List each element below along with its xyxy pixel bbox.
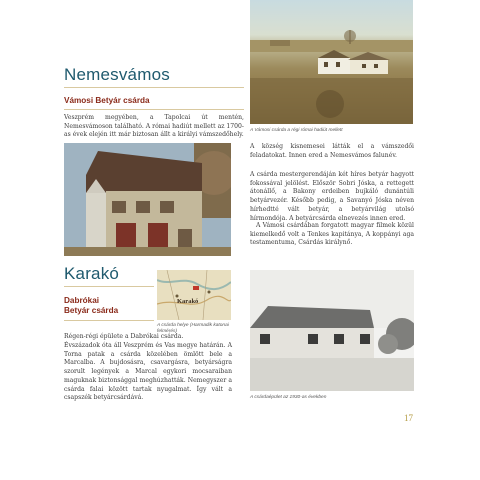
- subheading-dabrokai-betyar-csarda-line2: Betyár csárda: [64, 306, 119, 315]
- photo-caption: A Vámosi csárda a régi római hadiút mellett: [250, 128, 343, 133]
- paragraph: Veszprém megyében, a Tapolcai út mentén, Nemesvámoson található. A római hadiút mellett az 1700-as évek elején itt már biztosan állt a királyi vámszedőhely.: [64, 114, 244, 139]
- paragraph: A község kisnemesei látták el a vámszedői feladatokat. Innen ered a Nemesvámos falunév.: [250, 143, 414, 159]
- section-heading-nemesvamos: Nemesvámos: [64, 65, 170, 84]
- historical-map: [157, 270, 231, 320]
- map-caption: A csárda helye (Harmadik katonai felmérés): [157, 323, 229, 334]
- vamosi-csarda-color-photo: [64, 143, 231, 256]
- paragraph: A csárda mestergerendáján két híres betyár hagyott fokossával jelölést. Először Sobri Jóska, a rettegett átonállő, a Bakony erdeiben bujkáló dunántúli betyárvezér. Később pedig, a Savanyó Jóska néven hírhedtté vált betyár, a betyárvilág utolsó hírmondója. A betyárcsárda elnevezés innen ered.: [250, 171, 414, 222]
- map-label-karako: Karakó: [177, 298, 199, 305]
- page-number: 17: [404, 413, 413, 423]
- paragraph: A Vámosi csárdában forgatott magyar filmek közül kiemelkedő volt a Tenkes kapitánya, A koppányi aga testamentuma, Csárdás királynő.: [250, 222, 414, 247]
- paragraph: Régen-régi épülete a Dabrókai csárda.: [64, 333, 184, 340]
- dabrokai-csarda-photo: [250, 270, 414, 391]
- heading-rule: [64, 286, 154, 287]
- subheading-vamosi-betyar-csarda: Vámosi Betyár csárda: [64, 96, 150, 105]
- subheading-rule: [64, 109, 244, 110]
- subheading-dabrokai-betyar-csarda-line1: Dabrókai: [64, 296, 100, 305]
- subheading-rule: [64, 320, 154, 321]
- vamosi-csarda-photo: [250, 0, 413, 124]
- photo-caption: A csárdaépület az 1930-as években: [250, 395, 327, 400]
- paragraph: Évszázadok óta áll Veszprém és Vas megye határán. A Torna patak a csárda közelében ömlött bele a Marcalba. A bujdosásra, csavargásra, betyárságra szorult legények a Marcal egykori mocsaraiban maguknak biztonsággal meghúzhatták. Nemegyszer a csárda falai között tartak nyugalmat. Így vált a csapszék betyárcsárdává.: [64, 342, 232, 402]
- section-heading-karako: Karakó: [64, 264, 120, 283]
- heading-rule: [64, 87, 244, 88]
